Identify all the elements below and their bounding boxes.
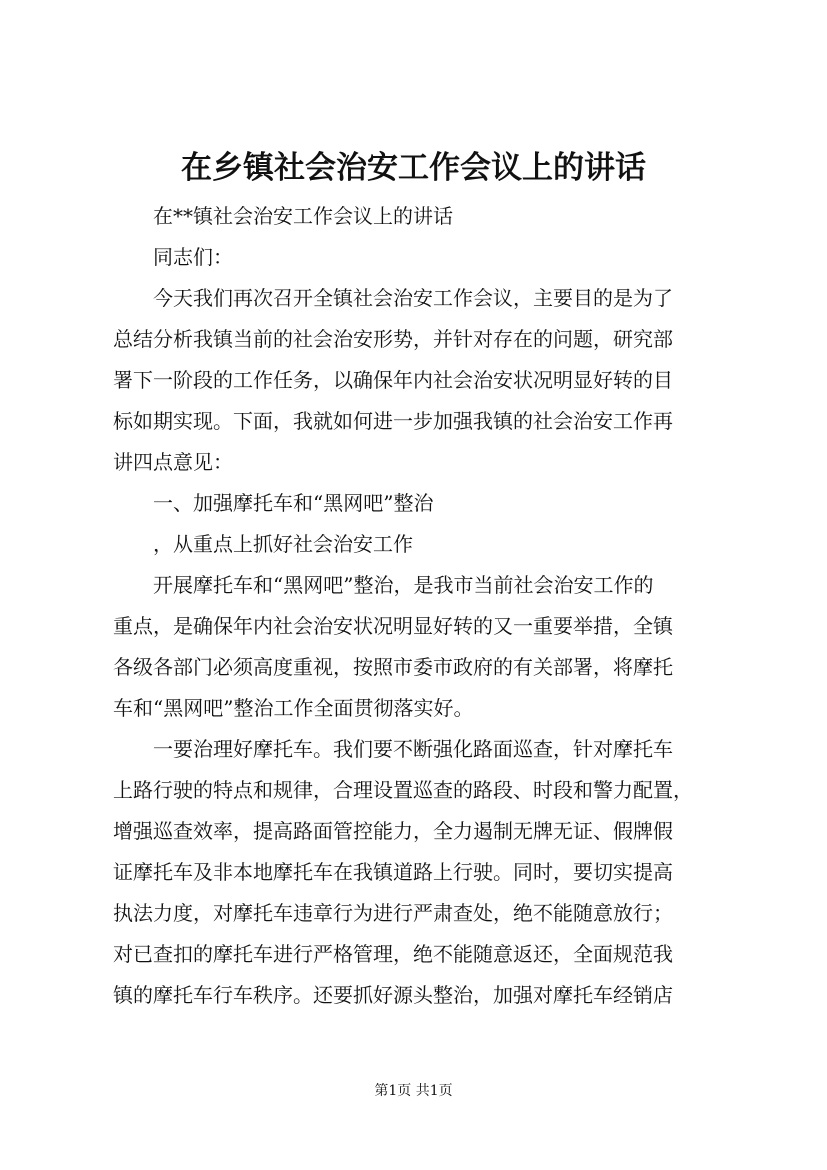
text-line: 一要治理好摩托车。我们要不断强化路面巡查，针对摩托车 (153, 737, 673, 761)
text-line: 今天我们再次召开全镇社会治安工作会议，主要目的是为了 (153, 286, 673, 310)
text-line: 车和“黑网吧”整治工作全面贯彻落实好。 (113, 696, 474, 720)
text-line: 对已查扣的摩托车进行严格管理，绝不能随意返还，全面规范我 (113, 942, 673, 966)
text-line: 上路行驶的特点和规律，合理设置巡查的路段、时段和警力配置， (113, 778, 693, 802)
document-body (113, 196, 715, 1016)
text-line: 讲四点意见： (113, 450, 233, 474)
text-line: ，从重点上抓好社会治安工作 (153, 532, 413, 556)
text-line: 各级各部门必须高度重视，按照市委市政府的有关部署，将摩托 (113, 655, 673, 679)
text-line: 同志们： (153, 245, 233, 269)
text-line: 证摩托车及非本地摩托车在我镇道路上行驶。同时，要切实提高 (113, 860, 673, 884)
text-line: 在**镇社会治安工作会议上的讲话 (153, 204, 453, 228)
page-footer: 第1页 共1页 (374, 1083, 453, 1099)
text-line: 署下一阶段的工作任务，以确保年内社会治安状况明显好转的目 (113, 368, 673, 392)
text-line: 重点，是确保年内社会治安状况明显好转的又一重要举措，全镇 (113, 614, 673, 638)
text-line: 一、加强摩托车和“黑网吧”整治 (153, 491, 434, 515)
text-line: 增强巡查效率，提高路面管控能力，全力遏制无牌无证、假牌假 (113, 819, 673, 843)
text-line: 执法力度，对摩托车违章行为进行严肃查处，绝不能随意放行； (113, 901, 673, 925)
document-title: 在乡镇社会治安工作会议上的讲话 (181, 150, 646, 186)
text-line: 开展摩托车和“黑网吧”整治，是我市当前社会治安工作的 (153, 573, 654, 597)
text-line: 镇的摩托车行车秩序。还要抓好源头整治，加强对摩托车经销店 (113, 983, 673, 1007)
text-line: 总结分析我镇当前的社会治安形势，并针对存在的问题，研究部 (113, 327, 673, 351)
text-line: 标如期实现。下面，我就如何进一步加强我镇的社会治安工作再 (113, 409, 673, 433)
